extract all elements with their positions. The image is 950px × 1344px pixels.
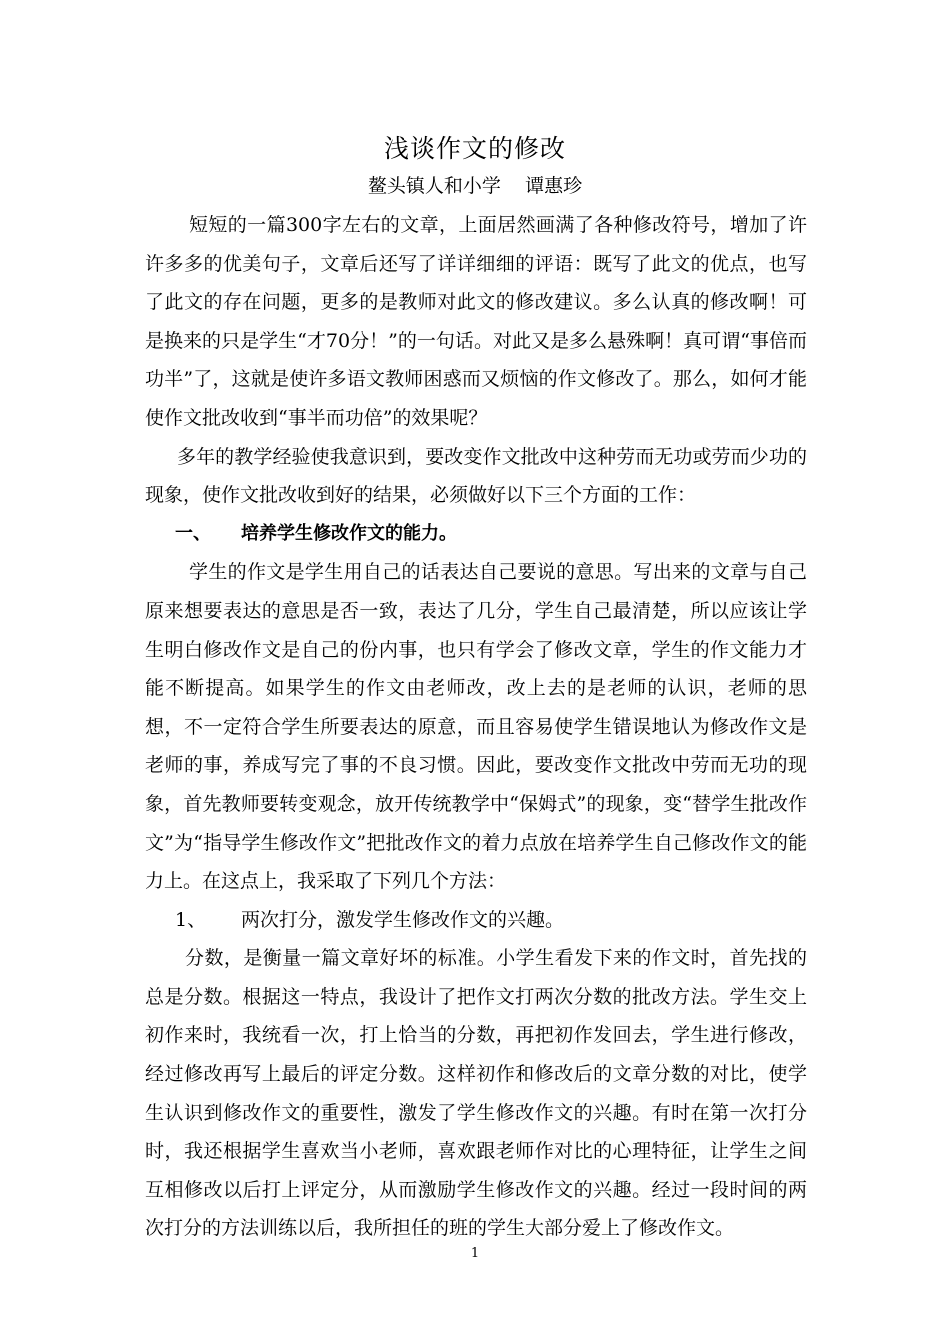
section-heading bbox=[145, 515, 807, 554]
document-body bbox=[145, 206, 807, 1248]
paragraph-intro: 短短的一篇300字左右的文章，上面居然画满了各种修改符号，增加了许许多多的优美句子，文章后还写了详详细细的评语：既写了此文的优点，也写了此文的存在问题，更多的是教师对此文的修改建议。多么认真的修改啊！可是换来的只是学生“才70分！”的一句话。对此又是多么悬殊啊！真可谓“事倍而功半”了，这就是使许多语文教师困惑而又烦恼的作文修改了。那么，如何才能使作文批改收到“事半而功倍”的效果呢？ bbox=[145, 214, 807, 429]
page-number: 1 bbox=[470, 1246, 480, 1261]
page-title: 浅谈作文的修改 bbox=[383, 134, 566, 163]
paragraph-section1: 学生的作文是学生用自己的话表达自己要说的意思。写出来的文章与自己原来想要表达的意思是否一致，表达了几分，学生自己最清楚，所以应该让学生明白修改作文是自己的份内事，也只有学会了修改文章，学生的作文能力才能不断提高。如果学生的作文由老师改，改上去的是老师的认识，老师的思想，不一定符合学生所要表达的原意，而且容易使学生错误地认为修改作文是老师的事，养成写完了事的不良习惯。因此，要改变作文批改中劳而无功的现象，首先教师要转变观念，放开传统教学中“保姆式”的现象，变“替学生批改作文”为“指导学生修改作文”把批改作文的着力点放在培养学生自己修改作文的能力上。在这点上，我采取了下列几个方法： bbox=[145, 561, 807, 893]
paragraph-subsection1: 分数，是衡量一篇文章好坏的标准。小学生看发下来的作文时，首先找的总是分数。根据这一特点，我设计了把作文打两次分数的批改方法。学生交上初作来时，我统看一次，打上恰当的分数，再把初作发回去，学生进行修改，经过修改再写上最后的评定分数。这样初作和修改后的文章分数的对比，使学生认识到修改作文的重要性，激发了学生修改作文的兴趣。有时在第一次打分时，我还根据学生喜欢当小老师，喜欢跟老师作对比的心理特征，让学生之间互相修改以后打上评定分，从而激励学生修改作文的兴趣。经过一段时间的两次打分的方法训练以后，我所担任的班的学生大部分爱上了修改作文。 bbox=[145, 947, 807, 1240]
subsection-heading bbox=[145, 901, 807, 940]
subsection-heading-text: 两次打分，激发学生修改作文的兴趣。 bbox=[241, 908, 565, 931]
section-heading-text: 培养学生修改作文的能力。 bbox=[241, 522, 457, 544]
author-line: 鳌头镇人和小学 谭惠珍 bbox=[367, 175, 583, 197]
subsection-number: 1、 bbox=[175, 908, 207, 931]
section-number: 一、 bbox=[175, 522, 211, 544]
paragraph-overview: 多年的教学经验使我意识到，要改变作文批改中这种劳而无功或劳而少功的现象，使作文批改收到好的结果，必须做好以下三个方面的工作： bbox=[145, 445, 807, 507]
